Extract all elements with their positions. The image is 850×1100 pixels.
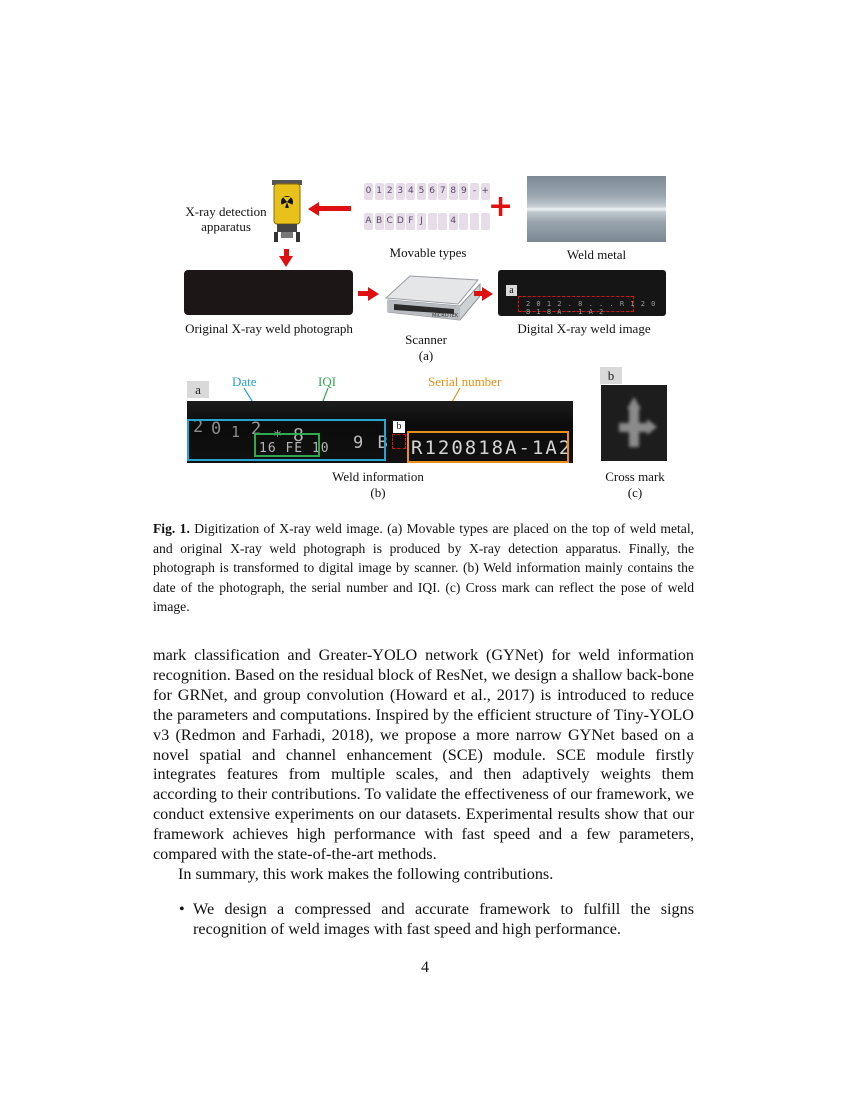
panel-a-sublabel: (a) — [418, 348, 434, 363]
digital-image-label: Digital X-ray weld image — [517, 321, 651, 336]
digital-tag-a: a — [506, 285, 517, 296]
contribution-bullet-1 — [153, 900, 694, 940]
serial-text: R120818A-1A2 — [411, 437, 573, 459]
panel-b-sublabel: (b) — [370, 485, 386, 500]
movable-type-piece: 8 — [449, 183, 458, 200]
panel-c-sublabel: (c) — [627, 485, 643, 500]
movable-type-piece: + — [481, 183, 490, 200]
iqi-annotation: IQI — [318, 374, 337, 389]
movable-type-piece: - — [470, 183, 479, 200]
movable-type-piece: 7 — [438, 183, 447, 200]
date-digit: 0 — [211, 419, 222, 439]
movable-type-piece: 9 — [459, 183, 468, 200]
figure-caption-label: Fig. 1. — [153, 521, 190, 536]
movable-type-piece: A — [364, 213, 373, 230]
weld-mid-text: 9 B — [353, 433, 390, 453]
scanner-image — [380, 270, 484, 330]
date-digit: * — [273, 427, 283, 445]
movable-types-label: Movable types — [389, 245, 467, 260]
movable-type-piece: B — [375, 213, 384, 230]
panel-b-tag-a: a — [187, 381, 209, 398]
movable-type-piece: 4 — [406, 183, 415, 200]
page-number: 4 — [421, 959, 429, 976]
body-paragraph-1: mark classification and Greater-YOLO network (GYNet) for weld information recognition. Based on the residual block of ResNet, we design a shallow back-bone for GRNet, and group convolution (Howard et al., 2017) is introduced to reduce the parameters and computations. Inspired by the efficient structure of Tiny-YOLO v3 (Redmon and Farhadi, 2018), we propose a more narrow GYNet based on a novel spatial and channel enhancement (SCE) module. SCE module firstly integrates features from multiple scales, and then adaptively weights them according to their contributions. To validate the effectiveness of our framework, we conduct extensive experiments on our datasets. Experimental results show that our framework achieves high performance with fast speed and a few parameters, compared with the state-of-the-art methods. — [153, 646, 694, 864]
movable-type-piece: 3 — [396, 183, 405, 200]
cross-mark-label: Cross mark — [605, 469, 665, 484]
digital-xray-image — [498, 270, 666, 316]
movable-type-piece: C — [385, 213, 394, 230]
weld-metal-image — [527, 176, 666, 242]
movable-type-piece: 1 — [375, 183, 384, 200]
movable-type-piece: 0 — [364, 183, 373, 200]
weld-metal-label: Weld metal — [566, 247, 627, 262]
bullet-1-text: We design a compressed and accurate framework to fulfill the signs recognition of weld images with fast speed and high performance. — [193, 900, 694, 938]
xray-label-line1: X-ray detection — [185, 204, 267, 219]
bullet-marker: • — [179, 900, 185, 918]
movable-type-piece: 4 — [449, 213, 458, 230]
serial-bounding-box — [407, 431, 569, 463]
cross-mark-image — [601, 385, 667, 461]
xray-label-line2: apparatus — [201, 219, 251, 234]
iqi-bounding-box — [254, 433, 320, 457]
movable-type-piece: 2 — [385, 183, 394, 200]
panel-b-tag-b: b — [393, 421, 405, 433]
date-annotation: Date — [232, 374, 257, 389]
iqi-text: 16 FE 10 — [259, 441, 330, 456]
movable-type-piece — [459, 213, 468, 230]
body-paragraph-2: In summary, this work makes the following contributions. — [178, 865, 554, 883]
cross-mark-bounding-box — [392, 434, 406, 449]
movable-type-piece — [428, 213, 437, 230]
plus-symbol: + — [488, 189, 514, 224]
panel-c-tag: b — [600, 367, 622, 384]
scanner-label: Scanner — [405, 332, 447, 347]
serial-annotation: Serial number — [428, 374, 502, 389]
movable-type-piece — [438, 213, 447, 230]
scanner-brand: MICROTEK — [432, 313, 459, 319]
movable-type-piece — [470, 213, 479, 230]
date-digit: 2 — [251, 419, 262, 439]
original-photo-label: Original X-ray weld photograph — [185, 321, 353, 336]
figure-caption-text: Digitization of X-ray weld image. (a) Movable types are placed on the top of weld metal, and original X-ray weld photograph is produced by X-ray detection apparatus. Finally, the photograph is transformed to digital image by scanner. (b) Weld information mainly contains the date of the photograph, the serial number and IQI. (c) Cross mark can reflect the pose of weld image. — [153, 521, 695, 614]
movable-type-piece: D — [396, 213, 405, 230]
digital-weld-text: 2 0 1 2 . 8 . . . R 1 2 0 8 1 8 A - 1 A 2 — [526, 300, 657, 316]
original-xray-photograph — [184, 270, 353, 315]
date-digit: 8 — [293, 425, 304, 446]
xray-apparatus-label — [166, 204, 286, 234]
movable-type-piece: J — [417, 213, 426, 230]
date-digit: 2 — [193, 417, 204, 437]
movable-type-piece: F — [406, 213, 415, 230]
movable-types-image — [364, 183, 492, 239]
figure-caption — [153, 519, 694, 617]
date-digit: 1 — [231, 423, 241, 441]
movable-type-piece: 6 — [428, 183, 437, 200]
weld-information-label: Weld information — [332, 469, 424, 484]
movable-type-piece: 5 — [417, 183, 426, 200]
